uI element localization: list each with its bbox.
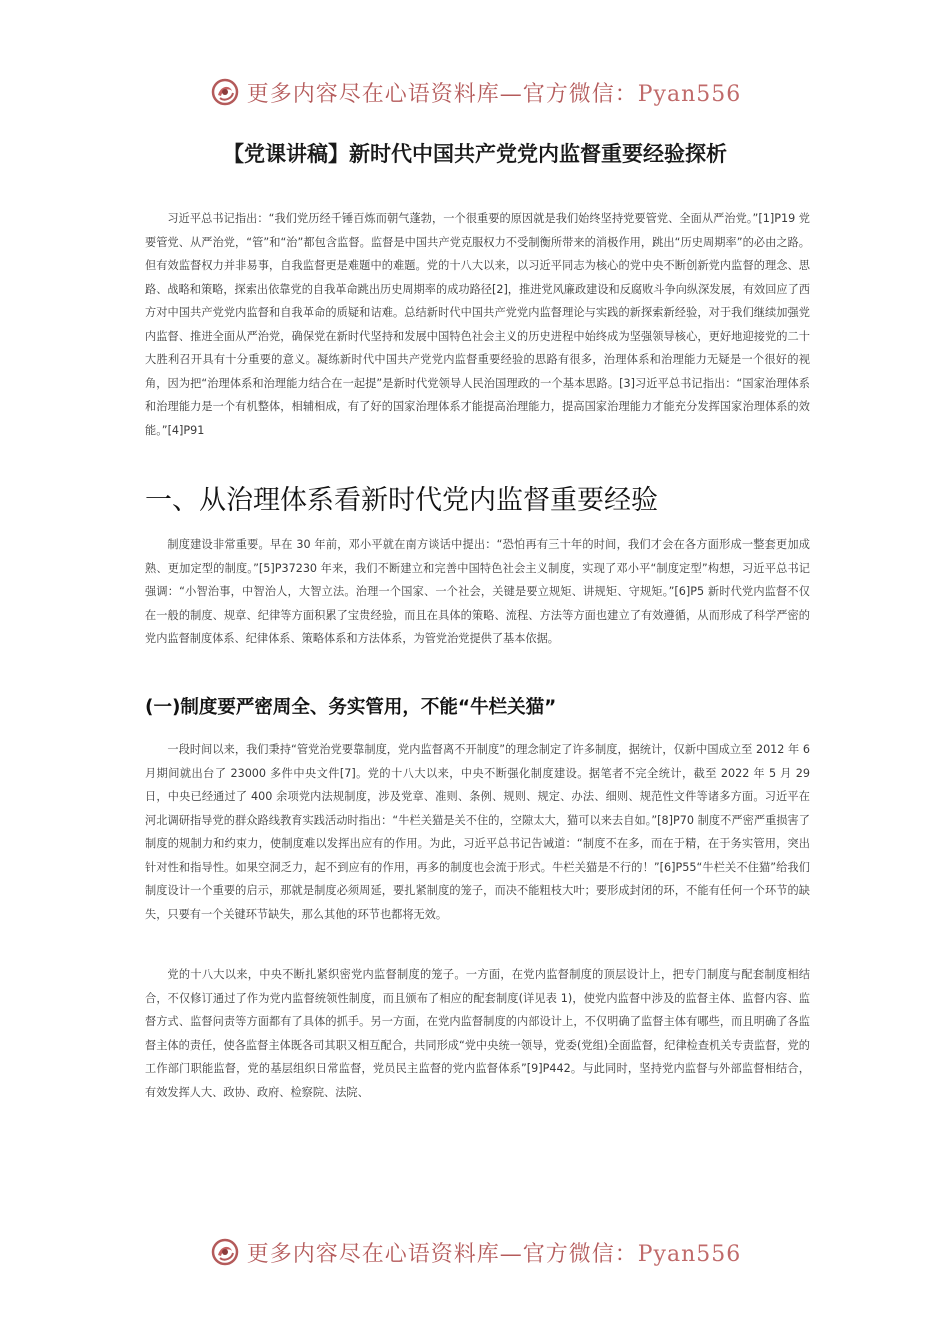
header-watermark — [0, 72, 950, 112]
page-title: 【党课讲稿】新时代中国共产党党内监督重要经验探析 — [223, 142, 727, 166]
wechat-id: Pyan556 — [637, 1241, 742, 1267]
wechat-id: Pyan556 — [637, 81, 742, 107]
watermark-text: 更多内容尽在心语资料库—官方微信：Pyan556 — [246, 81, 742, 107]
subsection-paragraph-2: 党的十八大以来，中央不断扎紧织密党内监督制度的笼子。一方面，在党内监督制度的顶层设计上，把专门制度与配套制度相结合，不仅修订通过了作为党内监督统领性制度，而且颁布了相应的配套制度(详见表 1)，使党内监督中涉及的监督主体、监督内容、监督方式、监督问责等方面都有了具体的抓手。另一方面，在党内监督制度的内部设计上，不仅明确了监督主体有哪些，而且明确了各监督主体的责任，使各监督主体既各司其职又相互配合，共同形成“党中央统一领导，党委(党组)全面监督，纪律检查机关专责监督，党的工作部门职能监督，党的基层组织日常监督，党员民主监督的党内监督体系”[9]P442。与此同时，坚持党内监督与外部监督相结合，有效发挥人大、政协、政府、检察院、法院、 — [145, 968, 810, 1099]
section-paragraph: 制度建设非常重要。早在 30 年前，邓小平就在南方谈话中提出：“恐怕再有三十年的时间，我们才会在各方面形成一整套更加成熟、更加定型的制度。”[5]P37230 年来，我们不断建立和完善中国特色社会主义制度，实现了邓小平“制度定型”构想，习近平总书记强调：“小智治事，中智治人，大智立法。治理一个国家、一个社会，关键是要立规矩、讲规矩、守规矩。”[6]P5 新时代党内监督不仅在一般的制度、规章、纪律等方面积累了宝贵经验，而且在具体的策略、流程、方法等方面也建立了有效遵循，从而形成了科学严密的党内监督制度体系、纪律体系、策略体系和方法体系，为管党治党提供了基本依据。 — [145, 538, 810, 645]
watermark-text: 更多内容尽在心语资料库—官方微信：Pyan556 — [246, 1241, 742, 1267]
flower-swirl-logo-icon — [209, 1236, 241, 1268]
subsection-heading: (一)制度要严密周全、务实管用，不能“牛栏关猫” — [145, 697, 557, 718]
footer-watermark — [0, 1232, 950, 1272]
flower-swirl-logo-icon — [209, 76, 241, 108]
intro-paragraph: 习近平总书记指出：“我们党历经千锤百炼而朝气蓬勃，一个很重要的原因就是我们始终坚持党要管党、全面从严治党。”[1]P19 党要管党、从严治党，“管”和“治”都包含监督。监督是中国共产党克服权力不受制衡所带来的消极作用，跳出“历史周期率”的必由之路。但有效监督权力并非易事，自我监督更是难题中的难题。党的十八大以来，以习近平同志为核心的党中央不断创新党内监督的理念、思路、战略和策略，探索出依靠党的自我革命跳出历史周期率的成功路径[2]，推进党风廉政建设和反腐败斗争向纵深发展，有效回应了西方对中国共产党党内监督和自我革命的质疑和诘难。总结新时代中国共产党党内监督理论与实践的新探索新经验，对于我们继续加强党内监督、推进全面从严治党，确保党在新时代坚持和发展中国特色社会主义的历史进程中始终成为坚强领导核心，更好地迎接党的二十大胜利召开具有十分重要的意义。凝练新时代中国共产党党内监督重要经验的思路有很多，治理体系和治理能力无疑是一个很好的视角，因为把“治理体系和治理能力结合在一起提”是新时代党领导人民治国理政的一个基本思路。[3]习近平总书记指出：“国家治理体系和治理能力是一个有机整体，相辅相成，有了好的国家治理体系才能提高治理能力，提高国家治理能力才能充分发挥国家治理体系的效能。”[4]P91 — [145, 212, 810, 437]
section-heading: 一、从治理体系看新时代党内监督重要经验 — [145, 485, 658, 516]
subsection-paragraph-1: 一段时间以来，我们秉持“管党治党要靠制度，党内监督离不开制度”的理念制定了许多制度，据统计，仅新中国成立至 2012 年 6 月期间就出台了 23000 多件中央文件[7]。党的十八大以来，中央不断强化制度建设。据笔者不完全统计，截至 2022 年 5 月 29 日，中央已经通过了 400 余项党内法规制度，涉及党章、准则、条例、规则、规定、办法、细则、规范性文件等诸多方面。习近平在河北调研指导党的群众路线教育实践活动时指出：“牛栏关猫是关不住的，空隙太大，猫可以来去自如。”[8]P70 制度不严密严重损害了制度的规制力和约束力，使制度难以发挥出应有的作用。为此，习近平总书记告诫道：“制度不在多，而在于精，在于务实管用，突出针对性和指导性。如果空洞乏力，起不到应有的作用，再多的制度也会流于形式。牛栏关猫是不行的！”[6]P55“牛栏关不住猫”给我们制度设计一个重要的启示，那就是制度必须周延，要扎紧制度的笼子，而决不能粗枝大叶；要形成封闭的环，不能有任何一个环节的缺失，只要有一个关键环节缺失，那么其他的环节也都将无效。 — [145, 743, 810, 921]
